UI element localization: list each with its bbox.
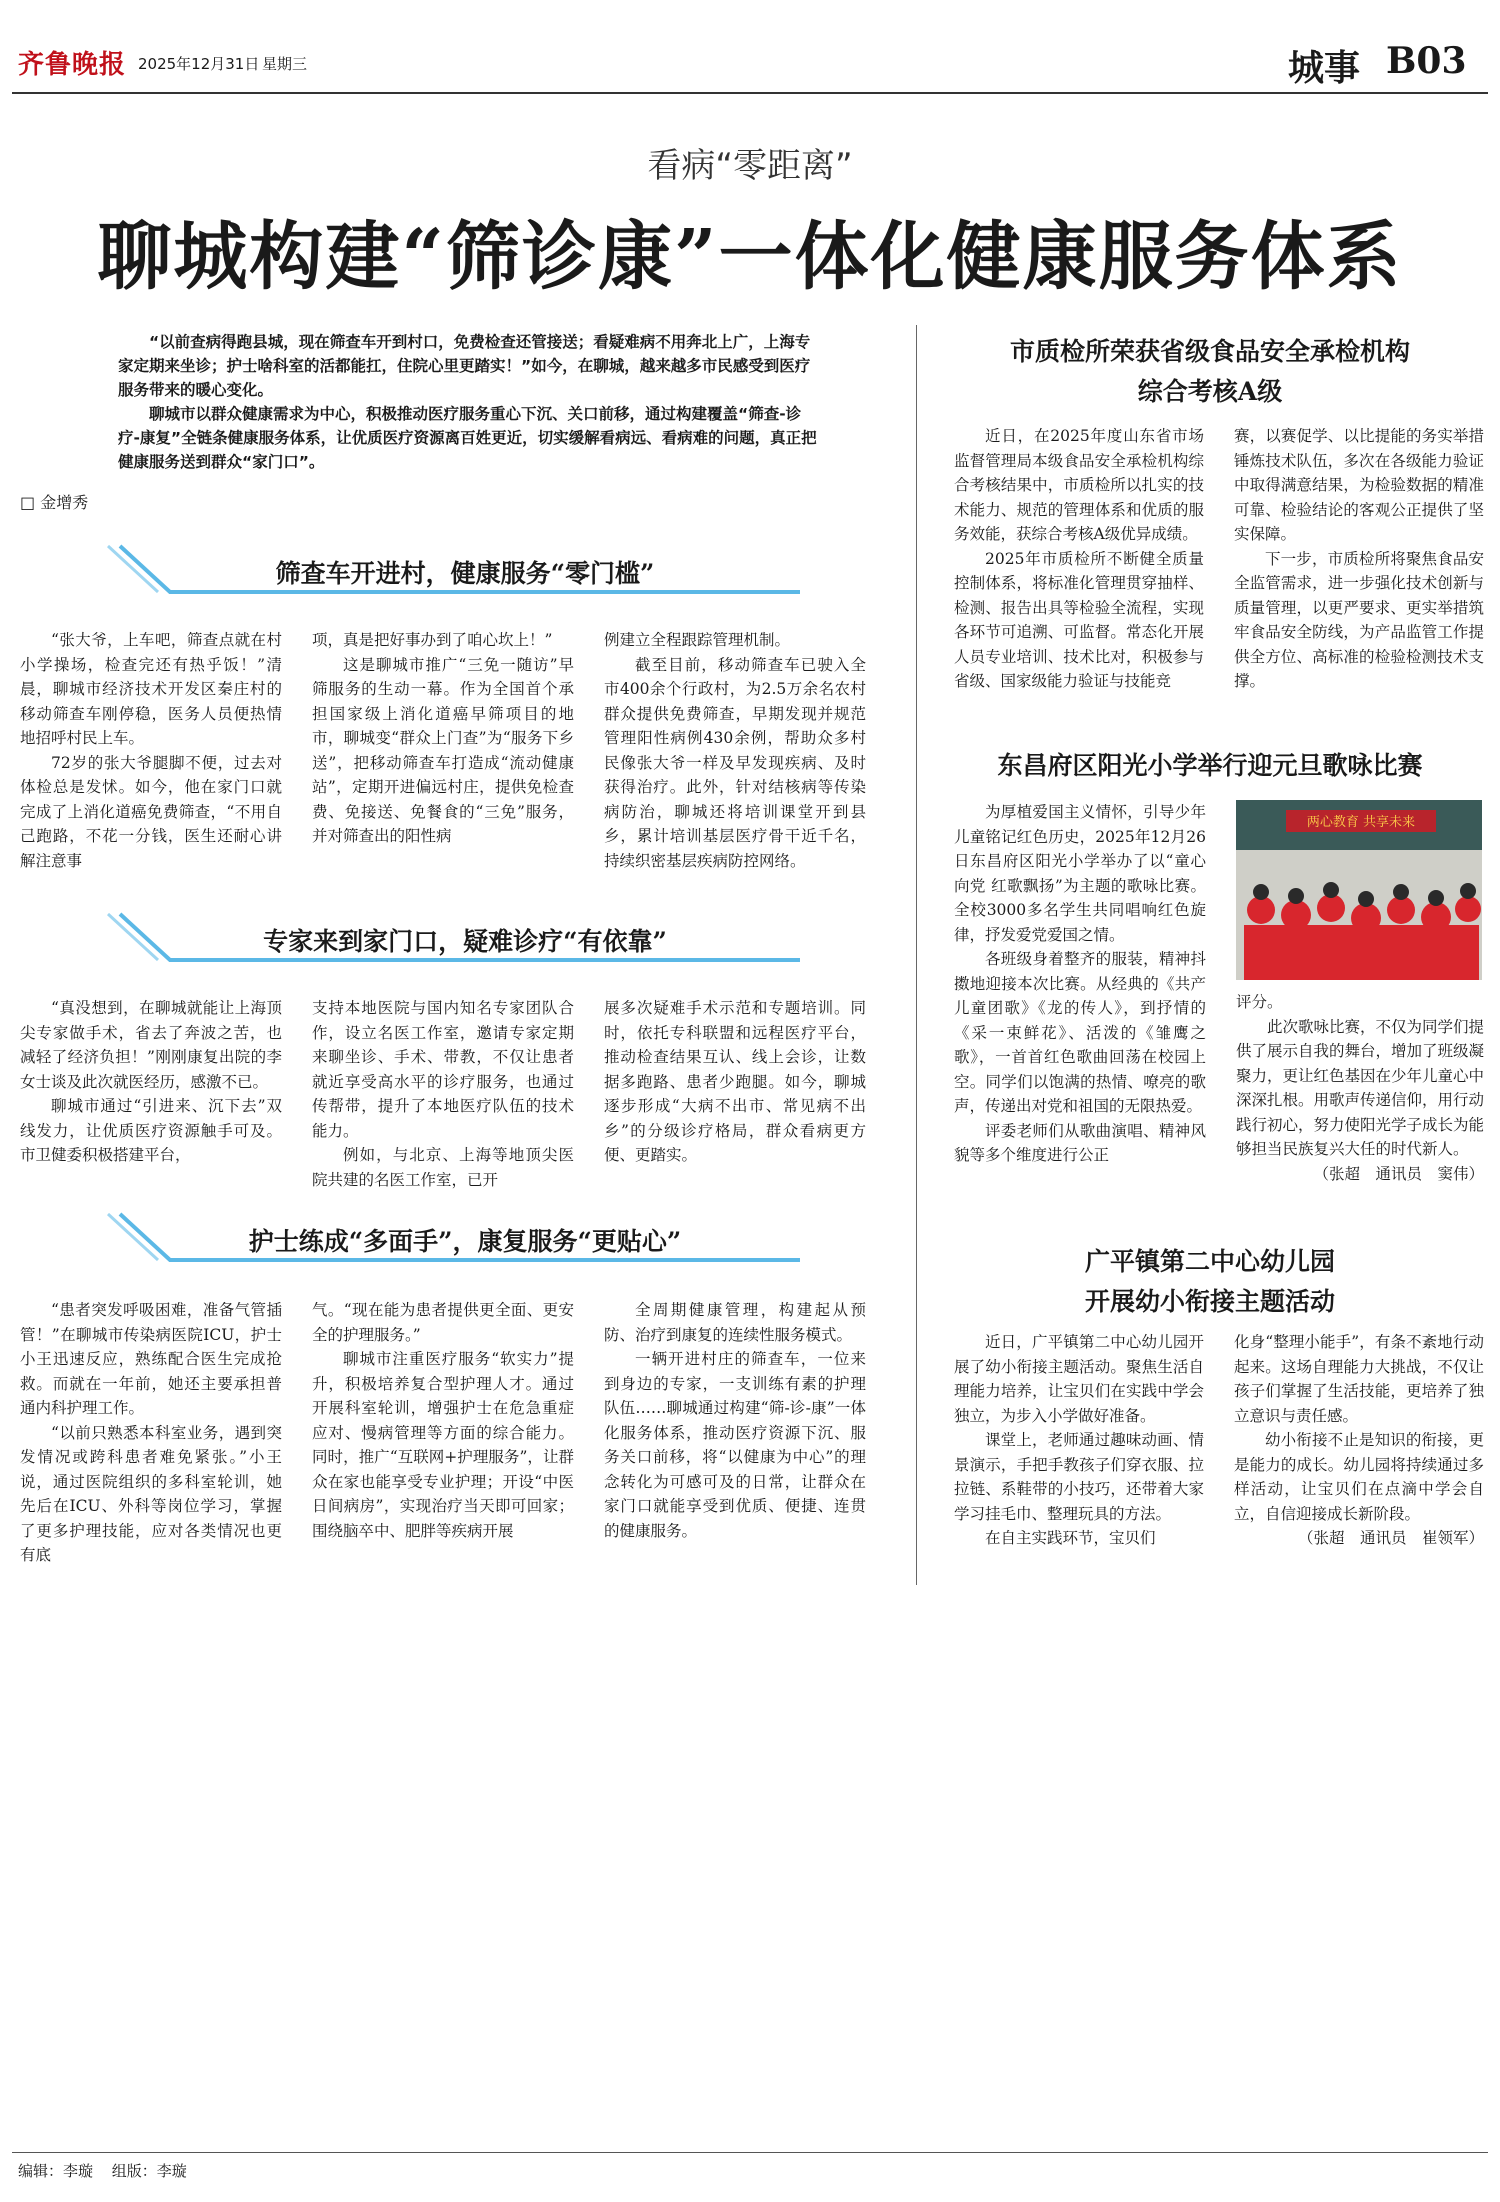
article-column (1234, 424, 1484, 694)
editor-credit: 编辑：李璇 (18, 2162, 94, 2180)
photo-illustration (1236, 800, 1482, 980)
article-column (604, 1298, 866, 1543)
subhead-title: 护士练成“多面手”，康复服务“更贴心” (248, 1227, 682, 1256)
paragraph: 例如，与北京、上海等地顶尖医院共建的名医工作室，已开 (312, 1146, 574, 1189)
title-line: 广平镇第二中心幼儿园 (1084, 1247, 1335, 1276)
layout-credit: 组版：李璇 (111, 2162, 187, 2180)
subhead-banner (100, 910, 830, 964)
page-number: B03 (1386, 40, 1467, 82)
paragraph: 化身“整理小能手”，有条不紊地行动起来。这场自理能力大挑战，不仅让孩子们掌握了生活技能，更培养了独立意识与责任感。 (1234, 1333, 1484, 1425)
subhead-title: 筛查车开进村，健康服务“零门槛” (275, 559, 655, 588)
article-column (312, 1298, 574, 1543)
paragraph: “张大爷，上车吧，筛查点就在村小学操场，检查完还有热乎饭！”清晨，聊城市经济技术开发区秦庄村的移动筛查车刚停稳，医务人员便热情地招呼村民上车。 (20, 631, 282, 747)
paragraph: “患者突发呼吸困难，准备气管插管！”在聊城市传染病医院ICU，护士小王迅速反应，熟练配合医生完成抢救。而就在一年前，她还主要承担普通内科护理工作。 (20, 1301, 282, 1417)
paragraph: 课堂上，老师通过趣味动画、情景演示，手把手教孩子们穿衣服、拉拉链、系鞋带的小技巧，还带着大家学习挂毛巾、整理玩具的方法。 (954, 1431, 1204, 1523)
newspaper-logo: 齐鲁晚报 (18, 50, 127, 80)
side-story-title: 东昌府区阳光小学举行迎元旦歌咏比赛 (997, 751, 1423, 780)
paragraph: 此次歌咏比赛，不仅为同学们提供了展示自我的舞台，增加了班级凝聚力，更让红色基因在少年儿童心中深深扎根。用歌声传递信仰，用行动践行初心，努力使阳光学子成长为能够担当民族复兴大任的时代新人。 (1236, 1017, 1485, 1158)
header-rule (12, 92, 1488, 94)
article-column (20, 996, 282, 1168)
subhead-banner (100, 1210, 830, 1264)
paragraph: 评委老师们从歌曲演唱、精神风貌等多个维度进行公正 (954, 1121, 1206, 1164)
article-column (312, 996, 574, 1192)
article-column (954, 1330, 1204, 1551)
article-column (1234, 1330, 1484, 1551)
paragraph: 各班级身着整齐的服装，精神抖擞地迎接本次比赛。从经典的《共产儿童团歌》《龙的传人》，到抒情的《采一束鲜花》、活泼的《雏鹰之歌》，一首首红色歌曲回荡在校园上空。同学们以饱满的热情、嘹亮的歌声，传递出对党和祖国的无限热爱。 (954, 950, 1206, 1115)
issue-date: 2025年12月31日 (138, 55, 260, 73)
paragraph: 聊城市通过“引进来、沉下去”双线发力，让优质医疗资源触手可及。市卫健委积极搭建平台， (20, 1097, 282, 1164)
subhead-banner (100, 542, 830, 596)
paragraph: 2025年市质检所不断健全质量控制体系，将标准化管理贯穿抽样、检测、报告出具等检验全流程，实现各环节可追溯、可监督。常态化开展人员专业培训、技术比对，积极参与省级、国家级能力验证与技能竞 (954, 549, 1204, 690)
column-divider (916, 325, 917, 1585)
paragraph: 项，真是把好事办到了咱心坎上！” (312, 631, 553, 649)
article-column (20, 1298, 282, 1568)
photo-banner-text: 两心教育 共享未来 (1306, 815, 1416, 830)
paragraph: 例建立全程跟踪管理机制。 (604, 631, 791, 649)
article-column (604, 628, 866, 873)
headline-kicker: 看病“零距离” (647, 146, 853, 186)
paragraph: 支持本地医院与国内知名专家团队合作，设立名医工作室，邀请专家定期来聊坐诊、手术、带教，不仅让患者就近享受高水平的诊疗服务，也通过传帮带，提升了本地医疗队伍的技术能力。 (312, 999, 574, 1140)
paragraph: 幼小衔接不止是知识的衔接，更是能力的成长。幼儿园将持续通过多样活动，让宝贝们在点滴中学会自立，自信迎接成长新阶段。 (1234, 1431, 1484, 1523)
paragraph: “以前只熟悉本科室业务，遇到突发情况或跨科患者难免紧张。”小王说，通过医院组织的多科室轮训，她先后在ICU、外科等岗位学习，掌握了更多护理技能，应对各类情况也更有底 (20, 1423, 282, 1564)
section-name: 城事 (1288, 47, 1361, 89)
paragraph: “真没想到，在聊城就能让上海顶尖专家做手术，省去了奔波之苦，也减轻了经济负担！”刚刚康复出院的李女士谈及此次就医经历，感激不已。 (20, 999, 282, 1091)
paragraph: 这是聊城市推广“三免一随访”早筛服务的生动一幕。作为全国首个承担国家级上消化道癌早筛项目的地市，聊城变“群众上门查”为“服务下乡送”，把移动筛查车打造成“流动健康站”，定期开进偏远村庄，提供免检查费、免接送、免餐食的“三免”服务，并对筛查出的阳性病 (312, 655, 574, 845)
byline: □ 金增秀 (20, 493, 89, 512)
paragraph: 聊城市注重医疗服务“软实力”提升，积极培养复合型护理人才。通过开展科室轮训，增强护士在危急重症应对、慢病管理等方面的综合能力。同时，推广“互联网+护理服务”，让群众在家也能享受专业护理；开设“中医日间病房”，实现治疗当天即可回家；围绕脑卒中、肥胖等疾病开展 (312, 1350, 574, 1540)
paragraph: 一辆开进村庄的筛查车，一位来到身边的专家，一支训练有素的护理队伍……聊城通过构建“筛-诊-康”一体化服务体系，推动医疗资源下沉、服务关口前移，将“以健康为中心”的理念转化为可感可及的日常，让群众在家门口就能享受到优质、便捷、连贯的健康服务。 (604, 1350, 866, 1540)
paragraph: 在自主实践环节，宝贝们 (985, 1529, 1156, 1547)
main-headline: 聊城构建“筛诊康”一体化健康服务体系 (97, 214, 1403, 300)
article-column (604, 996, 866, 1168)
paragraph: 全周期健康管理，构建起从预防、治疗到康复的连续性服务模式。 (604, 1301, 866, 1344)
footer-credits (18, 2160, 201, 2181)
issue-weekday: 星期三 (262, 55, 308, 73)
paragraph: 72岁的张大爷腿脚不便，过去对体检总是发怵。如今，他在家门口就完成了上消化道癌免费筛查，“不用自己跑路，不花一分钱，医生还耐心讲解注意事 (20, 753, 282, 870)
article-column (1236, 990, 1484, 1186)
choir-photo (1236, 800, 1482, 980)
side-story-title (936, 1242, 1484, 1322)
side-story-title (936, 332, 1484, 412)
credit-line: （张超 通讯员 崔领军） (1297, 1529, 1484, 1547)
paragraph: 近日，广平镇第二中心幼儿园开展了幼小衔接主题活动。聚焦生活自理能力培养，让宝贝们在实践中学会独立，为步入小学做好准备。 (954, 1333, 1204, 1425)
lead-paragraph: 聊城市以群众健康需求为中心，积极推动医疗服务重心下沉、关口前移，通过构建覆盖“筛查-诊疗-康复”全链条健康服务体系，让优质医疗资源离百姓更近，切实缓解看病远、看病难的问题，真正把健康服务送到群众“家门口”。 (118, 405, 817, 471)
subhead-title: 专家来到家门口，疑难诊疗“有依靠” (263, 927, 667, 956)
article-column (20, 628, 282, 873)
article-column (954, 800, 1206, 1168)
paragraph: 截至目前，移动筛查车已驶入全市400余个行政村，为2.5万余名农村群众提供免费筛查，早期发现并规范管理阳性病例430余例，帮助众多村民像张大爷一样及早发现疾病、及时获得治疗。此外，针对结核病等传染病防治，聊城还将培训课堂开到县乡，累计培训基层医疗骨干近千名，持续织密基层疾病防控网络。 (604, 655, 866, 870)
paragraph: 下一步，市质检所将聚焦食品安全监管需求，进一步强化技术创新与质量管理，以更严要求、更实举措筑牢食品安全防线，为产品监管工作提供全方位、高标准的检验检测技术支撑。 (1234, 549, 1484, 690)
title-line: 开展幼小衔接主题活动 (1084, 1287, 1335, 1316)
footer-rule (12, 2152, 1488, 2153)
title-line: 综合考核A级 (1137, 377, 1283, 406)
credit-line: （张超 通讯员 窦伟） (1313, 1164, 1484, 1183)
paragraph: 赛，以赛促学、以比提能的务实举措锤炼技术队伍，多次在各级能力验证中取得满意结果，为检验数据的精准可靠、检验结论的客观公正提供了坚实保障。 (1234, 427, 1484, 543)
lead-paragraphs (118, 330, 818, 474)
paragraph: 气。“现在能为患者提供更全面、更安全的护理服务。” (312, 1301, 574, 1344)
lead-paragraph: “以前查病得跑县城，现在筛查车开到村口，免费检查还管接送；看疑难病不用奔北上广，上海专家定期来坐诊；护士啥科室的活都能扛，住院心里更踏实！”如今，在聊城，越来越多市民感受到医疗服务带来的暖心变化。 (118, 333, 811, 399)
paragraph: 近日，在2025年度山东省市场监督管理局本级食品安全承检机构综合考核结果中，市质检所以扎实的技术能力、规范的管理体系和优质的服务效能，获综合考核A级优异成绩。 (954, 427, 1204, 543)
article-column (954, 424, 1204, 694)
paragraph: 评分。 (1236, 993, 1283, 1011)
article-column (312, 628, 574, 849)
paragraph: 展多次疑难手术示范和专题培训。同时，依托专科联盟和远程医疗平台，推动检查结果互认、线上会诊，让数据多跑路、患者少跑腿。如今，聊城逐步形成“大病不出市、常见病不出乡”的分级诊疗格局，群众看病更方便、更踏实。 (604, 999, 866, 1164)
title-line: 市质检所荣获省级食品安全承检机构 (1009, 337, 1410, 366)
paragraph: 为厚植爱国主义情怀，引导少年儿童铭记红色历史，2025年12月26日东昌府区阳光小学举办了以“童心向党 红歌飘扬”为主题的歌咏比赛。全校3000多名学生共同唱响红色旋律，抒发爱党爱国之情。 (954, 803, 1206, 944)
